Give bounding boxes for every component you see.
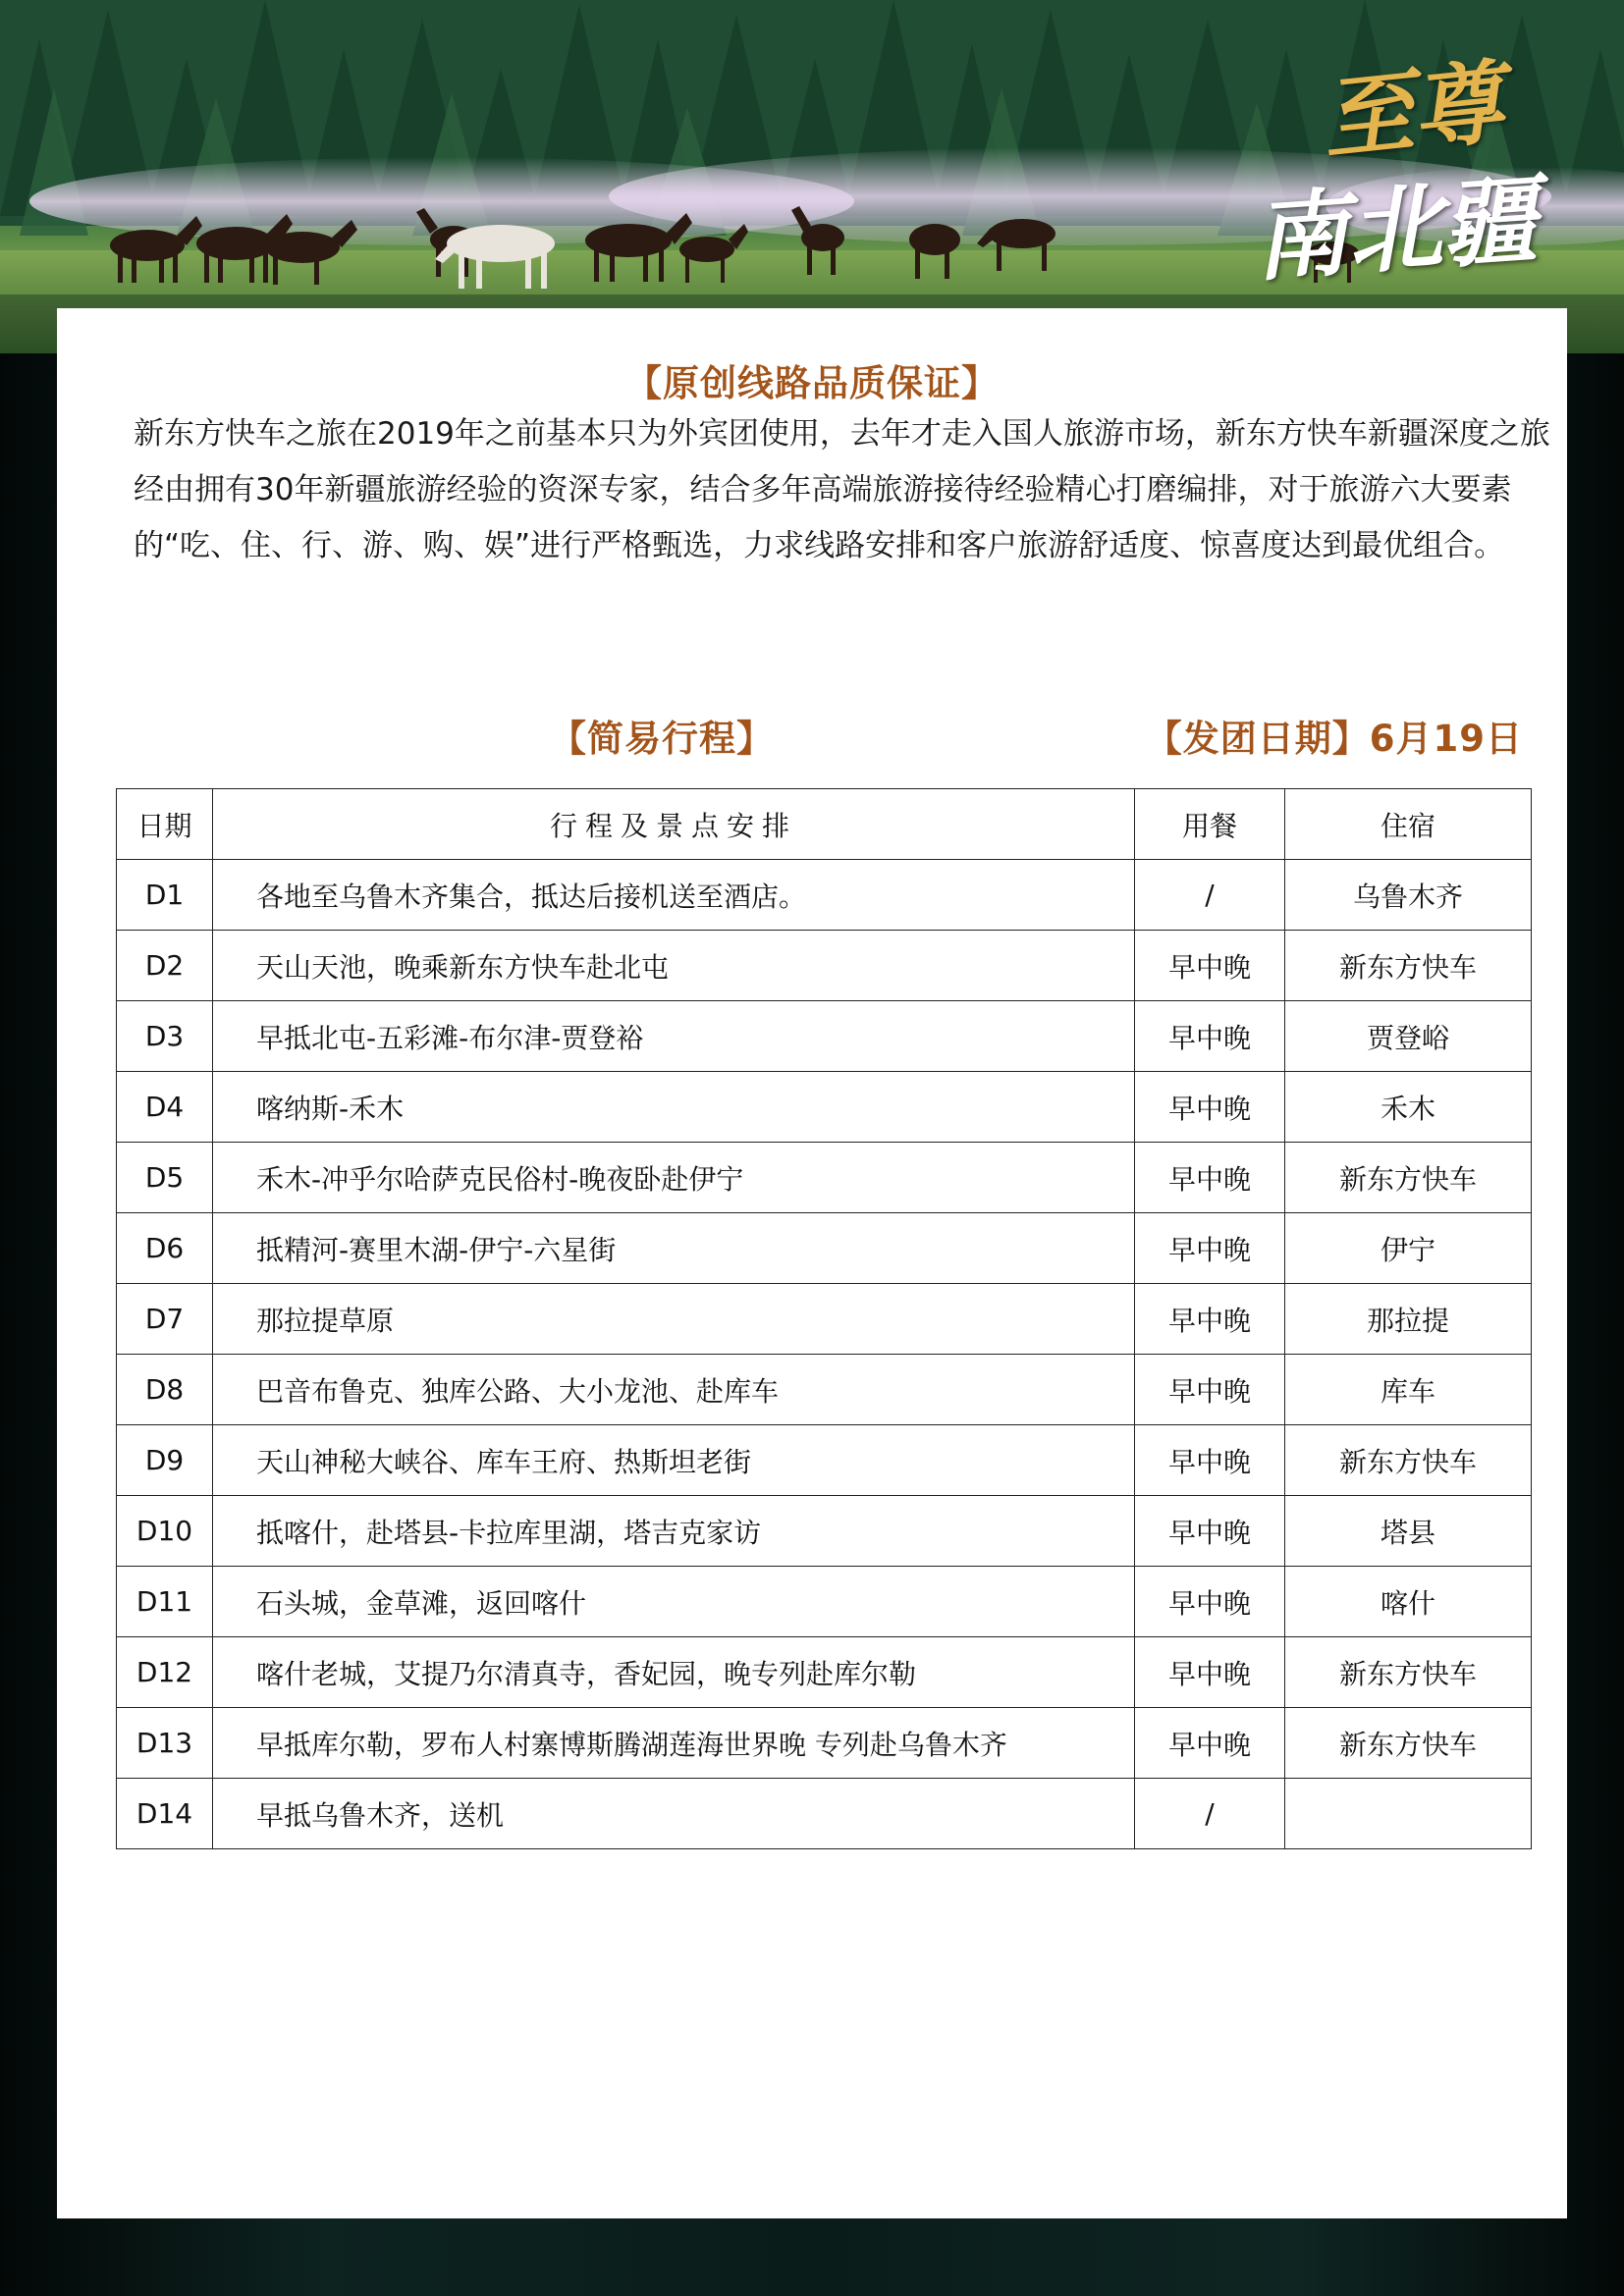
- cell-route: 喀什老城，艾提乃尔清真寺，香妃园，晚专列赴库尔勒: [213, 1637, 1135, 1708]
- table-row: [117, 1001, 1532, 1072]
- cell-route: 禾木-冲乎尔哈萨克民俗村-晚夜卧赴伊宁: [213, 1143, 1135, 1213]
- cell-hotel: 禾木: [1285, 1072, 1532, 1143]
- cell-day: D2: [117, 931, 213, 1001]
- cell-hotel: 新东方快车: [1285, 1637, 1532, 1708]
- table-row: [117, 1355, 1532, 1425]
- cell-meal: 早中晚: [1135, 931, 1285, 1001]
- table-row: [117, 1213, 1532, 1284]
- cell-hotel: 库车: [1285, 1355, 1532, 1425]
- cell-meal: 早中晚: [1135, 1355, 1285, 1425]
- cell-meal: /: [1135, 860, 1285, 931]
- cell-route: 早抵北屯-五彩滩-布尔津-贾登裕: [213, 1001, 1135, 1072]
- cell-route: 各地至乌鲁木齐集合，抵达后接机送至酒店。: [213, 860, 1135, 931]
- cell-hotel: 乌鲁木齐: [1285, 860, 1532, 931]
- cell-route: 石头城，金草滩，返回喀什: [213, 1567, 1135, 1637]
- table-header-row: [117, 789, 1532, 860]
- calligraphy-title: [1249, 39, 1567, 294]
- cell-day: D9: [117, 1425, 213, 1496]
- header-route: 行程及景点安排: [213, 789, 1135, 860]
- cell-hotel: [1285, 1779, 1532, 1849]
- cell-route: 抵精河-赛里木湖-伊宁-六星街: [213, 1213, 1135, 1284]
- table-row: [117, 1567, 1532, 1637]
- cell-meal: 早中晚: [1135, 1637, 1285, 1708]
- cell-route: 早抵库尔勒，罗布人村寨博斯腾湖莲海世界晚 专列赴乌鲁木齐: [213, 1708, 1135, 1779]
- cell-route: 抵喀什，赴塔县-卡拉库里湖，塔吉克家访: [213, 1496, 1135, 1567]
- cell-day: D11: [117, 1567, 213, 1637]
- cell-meal: 早中晚: [1135, 1425, 1285, 1496]
- cell-hotel: 那拉提: [1285, 1284, 1532, 1355]
- cell-day: D1: [117, 860, 213, 931]
- table-row: [117, 1072, 1532, 1143]
- table-row: [117, 1779, 1532, 1849]
- header-hotel: 住宿: [1285, 789, 1532, 860]
- table-row: [117, 1284, 1532, 1355]
- intro-paragraph: 新东方快车之旅在2019年之前基本只为外宾团使用，去年才走入国人旅游市场，新东方快车新疆深度之旅经由拥有30年新疆旅游经验的资深专家，结合多年高端旅游接待经验精心打磨编排，对于旅游六大要素的“吃、住、行、游、购、娱”进行严格甄选，力求线路安排和客户旅游舒适度、惊喜度达到最优组合。: [134, 416, 1550, 563]
- cell-hotel: 新东方快车: [1285, 931, 1532, 1001]
- cell-route: 天山天池，晚乘新东方快车赴北屯: [213, 931, 1135, 1001]
- cell-route: 喀纳斯-禾木: [213, 1072, 1135, 1143]
- cell-day: D14: [117, 1779, 213, 1849]
- table-row: [117, 1637, 1532, 1708]
- calligraphy-title-top: 至尊: [1317, 48, 1508, 174]
- cell-day: D6: [117, 1213, 213, 1284]
- cell-day: D5: [117, 1143, 213, 1213]
- cell-day: D8: [117, 1355, 213, 1425]
- table-row: [117, 860, 1532, 931]
- cell-day: D13: [117, 1708, 213, 1779]
- calligraphy-title-bottom: 南北疆: [1249, 164, 1541, 294]
- table-row: [117, 1143, 1532, 1213]
- cell-route: 早抵乌鲁木齐，送机: [213, 1779, 1135, 1849]
- cell-day: D12: [117, 1637, 213, 1708]
- cell-meal: 早中晚: [1135, 1213, 1285, 1284]
- cell-meal: 早中晚: [1135, 1496, 1285, 1567]
- cell-meal: 早中晚: [1135, 1001, 1285, 1072]
- cell-day: D7: [117, 1284, 213, 1355]
- itinerary-title: 【简易行程】: [550, 718, 774, 760]
- header-meal: 用餐: [1135, 789, 1285, 860]
- cell-meal: 早中晚: [1135, 1072, 1285, 1143]
- header-day: 日期: [117, 789, 213, 860]
- cell-hotel: 喀什: [1285, 1567, 1532, 1637]
- cell-hotel: 伊宁: [1285, 1213, 1532, 1284]
- table-row: [117, 1708, 1532, 1779]
- table-row: [117, 1496, 1532, 1567]
- quality-guarantee-title: 【原创线路品质保证】: [625, 362, 999, 404]
- cell-hotel: 贾登峪: [1285, 1001, 1532, 1072]
- cell-day: D3: [117, 1001, 213, 1072]
- cell-hotel: 新东方快车: [1285, 1425, 1532, 1496]
- cell-meal: 早中晚: [1135, 1708, 1285, 1779]
- cell-route: 那拉提草原: [213, 1284, 1135, 1355]
- cell-hotel: 新东方快车: [1285, 1708, 1532, 1779]
- cell-meal: 早中晚: [1135, 1284, 1285, 1355]
- cell-route: 天山神秘大峡谷、库车王府、热斯坦老街: [213, 1425, 1135, 1496]
- content-sheet: [57, 308, 1567, 2218]
- table-row: [117, 1425, 1532, 1496]
- table-row: [117, 931, 1532, 1001]
- cell-day: D4: [117, 1072, 213, 1143]
- itinerary-table: [116, 788, 1532, 1849]
- cell-meal: /: [1135, 1779, 1285, 1849]
- header-banner: [0, 0, 1624, 353]
- cell-route: 巴音布鲁克、独库公路、大小龙池、赴库车: [213, 1355, 1135, 1425]
- cell-meal: 早中晚: [1135, 1143, 1285, 1213]
- cell-meal: 早中晚: [1135, 1567, 1285, 1637]
- cell-hotel: 新东方快车: [1285, 1143, 1532, 1213]
- cell-day: D10: [117, 1496, 213, 1567]
- departure-date-label: 【发团日期】6月19日: [1145, 718, 1523, 760]
- cell-hotel: 塔县: [1285, 1496, 1532, 1567]
